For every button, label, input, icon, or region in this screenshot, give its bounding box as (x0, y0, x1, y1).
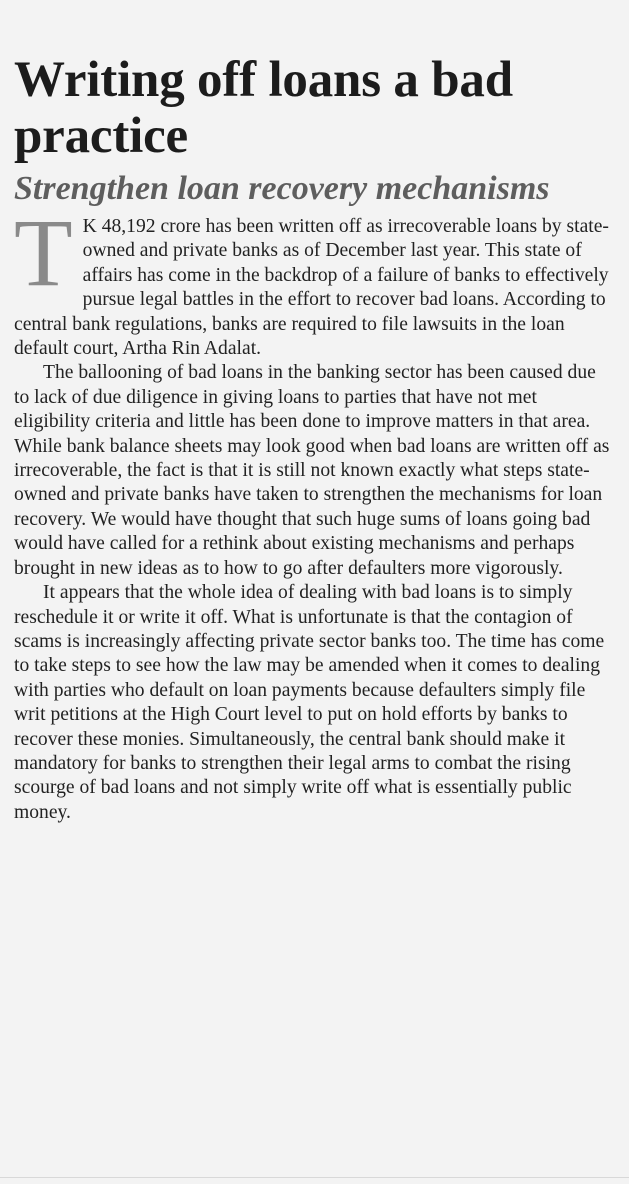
article-paragraph-1 (14, 199, 610, 361)
article-headline: Writing off loans a bad practice (14, 52, 513, 164)
article-paragraph-3: It appears that the whole idea of dealing with bad loans is to simply reschedule it or write it off. What is unfortunate is that the contagion of scams is increasingly affecting private sector banks too. The time has come to take steps to see how the law may be amended when it comes to dealing with parties who default on loan payments because defaulters simply file writ petitions at the High Court level to put on hold efforts by banks to recover these monies. Simultaneously, the central bank should make it mandatory for banks to strengthen their legal arms to combat the rising scourge of bad loans and not simply write off what is essentially public money. (14, 582, 605, 823)
article-body (14, 199, 610, 825)
paragraph-text: K 48,192 crore has been written off as irrecoverable loans by state-owned and private banks as of December last year. This state of affairs has come in the backdrop of a failure of banks to effectively pursue legal battles in the effort to recover bad loans. According to central bank regulations, banks are required to file lawsuits in the loan default court, Artha Rin Adalat. (14, 216, 609, 360)
article-paragraph-2: The ballooning of bad loans in the banking sector has been caused due to lack of due diligence in giving loans to parties that have not met eligibility criteria and little has been done to improve matters in that area. While bank balance sheets may look good when bad loans are written off as irrecoverable, the fact is that it is still not known exactly what steps state-owned and private banks have taken to strengthen the mechanisms for loan recovery. We would have thought that such huge sums of loans going bad would have called for a rethink about existing mechanisms and perhaps brought in new ideas as to how to go after defaulters more vigorously. (14, 362, 610, 579)
editorial-article (14, 52, 610, 825)
bottom-divider (0, 1177, 629, 1178)
article-subheadline: Strengthen loan recovery mechanisms (14, 170, 550, 207)
drop-cap: T (14, 199, 73, 306)
